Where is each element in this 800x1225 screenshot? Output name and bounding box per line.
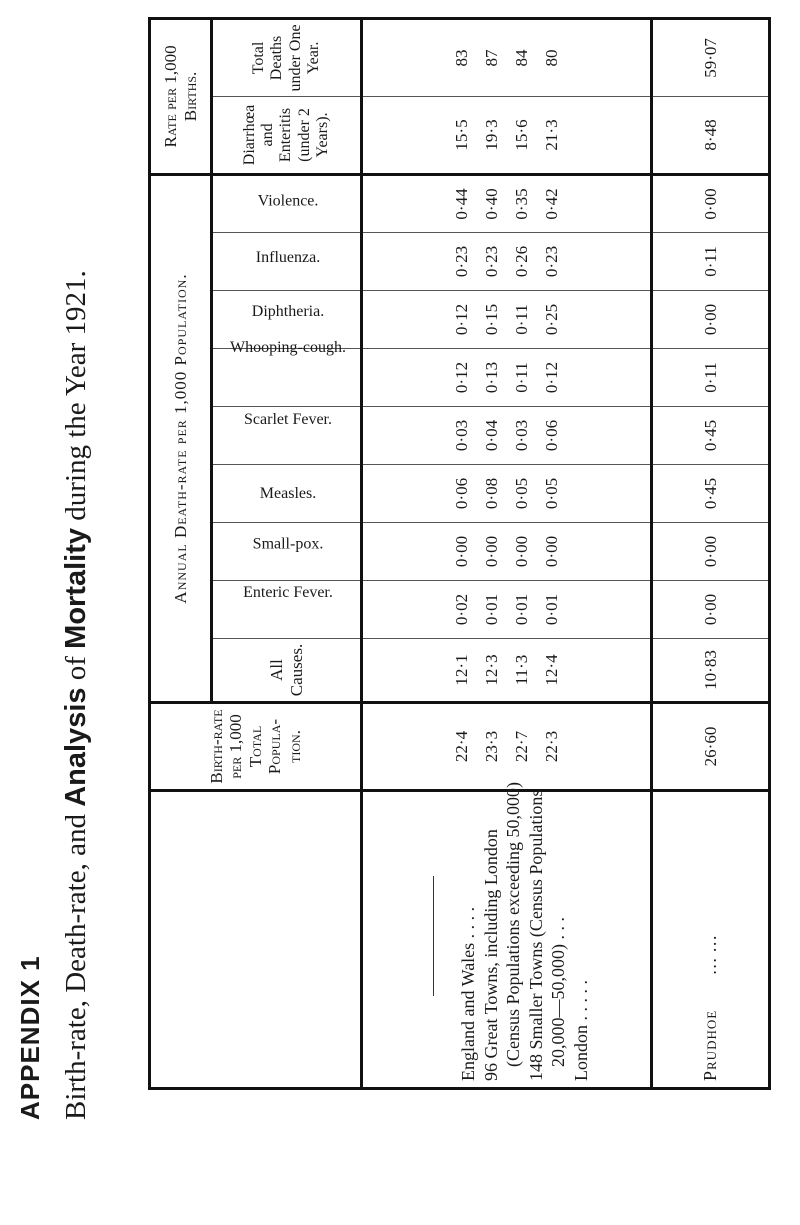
prudhoe-infant-deaths: 59·07 (652, 18, 770, 96)
col-smallpox: Small-pox. (212, 523, 362, 581)
col-violence: Violence. (212, 174, 362, 232)
area-96-towns: 96 Great Towns, including London (480, 829, 501, 1081)
infant-deaths-values: 83 87 84 80 (362, 18, 652, 96)
prudhoe-influenza: 0·11 (652, 233, 770, 291)
col-whooping: Whooping-cough. (212, 349, 362, 407)
birth-rate-values: 22·4 23·3 22·7 22·3 (362, 703, 652, 791)
prudhoe-smallpox: 0·00 (652, 523, 770, 581)
area-header (150, 791, 362, 1089)
rate-per-births-header: Rate per 1,000 Births. (150, 18, 212, 174)
birth-rate-header: Birth-rate per 1,000 Total Popula-tion. (150, 703, 362, 791)
area-148-towns-note: 20,000—50,000) . . . (548, 917, 569, 1067)
all-causes-values: 12·1 12·3 11·3 12·4 (362, 639, 652, 703)
diarrhoea-values: 15·5 19·3 15·6 21·3 (362, 96, 652, 174)
enteric-values: 0·02 0·01 0·01 0·01 (362, 581, 652, 639)
table-row-prudhoe (652, 18, 770, 1088)
prudhoe-scarlet: 0·45 (652, 407, 770, 465)
prudhoe-whooping: 0·11 (652, 349, 770, 407)
prudhoe-enteric: 0·00 (652, 581, 770, 639)
area-96-towns-note: (Census Populations exceeding 50,000) (503, 782, 524, 1067)
area-london: London . . . . . (570, 980, 591, 1081)
prudhoe-diphtheria: 0·00 (652, 291, 770, 349)
col-infant-deaths: Total Deaths under One Year. (212, 18, 362, 96)
whooping-values: 0·12 0·13 0·11 0·12 (362, 349, 652, 407)
col-scarlet: Scarlet Fever. (212, 407, 362, 465)
area-prudhoe-cell: Prudhoe … … (652, 791, 770, 1089)
divider (433, 877, 434, 997)
col-all-causes: All Causes. (212, 639, 362, 703)
mortality-table-wrapper (148, 24, 768, 1090)
area-england-wales: England and Wales . . . . (458, 906, 479, 1081)
death-rate-group-header: Annual Death-rate per 1,000 Population. (150, 174, 212, 702)
scarlet-values: 0·03 0·04 0·03 0·06 (362, 407, 652, 465)
measles-values: 0·06 0·08 0·05 0·05 (362, 465, 652, 523)
col-measles: Measles. (212, 465, 362, 523)
prudhoe-birth-rate: 26·60 (652, 703, 770, 791)
page-title: Birth-rate, Death-rate, and Analysis of Mortality during the Year 1921. (60, 270, 92, 1120)
prudhoe-all-causes: 10·83 (652, 639, 770, 703)
area-cell (362, 782, 652, 1089)
influenza-values: 0·23 0·23 0·26 0·23 (362, 233, 652, 291)
table-row (362, 18, 652, 1088)
prudhoe-diarrhoea: 8·48 (652, 96, 770, 174)
prudhoe-violence: 0·00 (652, 174, 770, 232)
col-enteric: Enteric Fever. (212, 581, 362, 639)
col-diarrhoea: Diarrhœa and Enteritis (under 2 Years). (212, 96, 362, 174)
area-148-towns: 148 Smaller Towns (Census Populations (525, 789, 546, 1081)
violence-values: 0·44 0·40 0·35 0·42 (362, 174, 652, 232)
smallpox-values: 0·00 0·00 0·00 0·00 (362, 523, 652, 581)
col-influenza: Influenza. (212, 233, 362, 291)
mortality-table (148, 17, 771, 1090)
prudhoe-measles: 0·45 (652, 465, 770, 523)
appendix-label: APPENDIX 1 (15, 955, 45, 1120)
col-diphtheria: Diphtheria. (212, 291, 362, 349)
diphtheria-values: 0·12 0·15 0·11 0·25 (362, 291, 652, 349)
